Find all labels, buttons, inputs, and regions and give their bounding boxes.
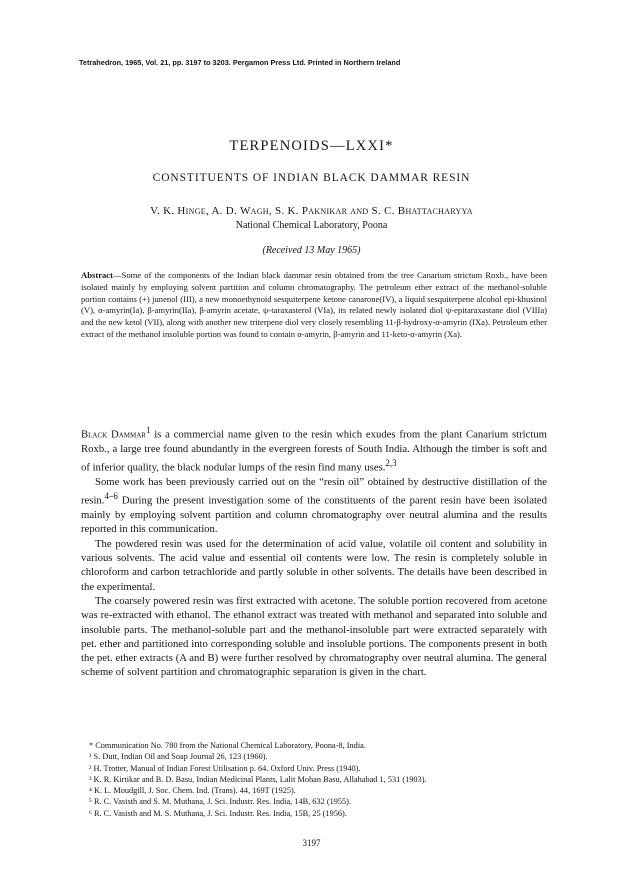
page-number: 3197 bbox=[302, 838, 321, 848]
ref-superscript: 2,3 bbox=[385, 458, 397, 469]
footnote: ¹ S. Dutt, Indian Oil and Soap Journal 26, 123 (1960). bbox=[89, 752, 268, 762]
paragraph-3: The powdered resin was used for the determination of acid value, volatile oil content and solubility in various solvents. The acid value and essential oil contents were low. The resin is completely soluble in chloroform and carbon tetrachloride and partly soluble in other solvents. The details have been described in the experimental. bbox=[81, 537, 547, 593]
lead-term: Black Dammar bbox=[81, 428, 146, 441]
abstract-label: Abstract bbox=[81, 270, 113, 280]
body-text bbox=[81, 423, 547, 680]
footnote: ⁴ K. L. Moudgill, J. Soc. Chem. Ind. (Trans). 44, 169T (1925). bbox=[89, 786, 296, 796]
footnote: ⁶ R. C. Vasisth and M. S. Muthana, J. Sci. Industr. Res. India, 15B, 25 (1956). bbox=[89, 808, 347, 818]
footnote: ³ K. R. Kirtikar and B. D. Basu, Indian Medicinal Plants, Lalit Mohan Basu, Allahabad 1, 531 (1903). bbox=[89, 774, 427, 784]
journal-citation: Tetrahedron, 1965, Vol. 21, pp. 3197 to 3203. Pergamon Press Ltd. Printed in Northern Ireland bbox=[79, 58, 401, 67]
ref-superscript: 4–6 bbox=[104, 491, 118, 502]
footnotes bbox=[81, 740, 547, 819]
author-list: V. K. Hinge, A. D. Wagh, S. K. Paknikar and S. C. Bhattacharyya bbox=[150, 205, 473, 217]
paragraph-2 bbox=[81, 475, 547, 537]
paragraph-1 bbox=[81, 423, 547, 475]
abstract-text: —Some of the components of the Indian black dammar resin obtained from the tree Canarium strictum Roxb., have been isolated mainly by employing solvent partition and column chromatography. The petroleum ether extract of the methanol-soluble portion contains (+) junenol (III), a new monoethynoid sesquiterpene ketone canarone(IV), a liquid sesquiterpene alcohol epi-khusinol (V), α-amyrin(Ia), β-amyrin(IIa), β-amyrin acetate, ψ-taraxasterol (VIa), its related newly isolated diol ψ-epitaraxastane diol (VIIIa) and the new ketol (VII), along with another new triterpene diol very closely resembling 11-β-hydroxy-α-amyrin (IXa). Petroleum ether extract of the methanol insoluble portion was found to contain α-amyrin, β-amyrin and 11-keto-α-amyrin (Xa). bbox=[81, 270, 547, 339]
paragraph-2-text-a: Some work has been previously carried out on the “resin oil” obtained by destructive distillation of the resin. bbox=[81, 476, 547, 507]
article-title: TERPENOIDS—LXXI* bbox=[229, 138, 394, 154]
paragraph-4: The coarsely powered resin was first extracted with acetone. The soluble portion recovered from acetone was re-extracted with ethanol. The ethanol extract was treated with methanol and separated into soluble and insoluble parts. The methanol-soluble part and the methanol-insoluble part were extracted separately with pet. ether and partitioned into corresponding soluble and insoluble portions. The components present in both the pet. ether extracts (A and B) were further resolved by chromatography over neutral alumina. The general scheme of solvent partition and chromatographic separation is given in the chart. bbox=[81, 594, 547, 679]
article-subtitle: CONSTITUENTS OF INDIAN BLACK DAMMAR RESIN bbox=[152, 172, 471, 184]
affiliation: National Chemical Laboratory, Poona bbox=[235, 220, 388, 231]
ref-superscript: 1 bbox=[145, 425, 151, 435]
footnote: ² H. Trotter, Manual of Indian Forest Utilisation p. 64. Oxford Univ. Press (1940). bbox=[89, 763, 361, 773]
footnote: ⁵ R. C. Vasisth and S. M. Muthana, J. Sci. Industr. Res. India, 14B, 632 (1955). bbox=[89, 797, 352, 807]
footnote: * Communication No. 780 from the National Chemical Laboratory, Poona-8, India. bbox=[89, 741, 366, 750]
paragraph-1-text: is a commercial name given to the resin which exudes from the plant Canarium strictum Roxb., a large tree found abundantly in the evergreen forests of South India. Although the timber is soft and of inferior quality, the black nodular lumps of the resin find many uses. bbox=[81, 428, 547, 474]
paragraph-2-text-b: During the present investigation some of the constituents of the parent resin have been isolated mainly by employing solvent partition and column chromatography over neutral alumina and the results reported in this communication. bbox=[81, 494, 547, 536]
received-date: (Received 13 May 1965) bbox=[262, 245, 361, 256]
abstract bbox=[81, 270, 547, 341]
